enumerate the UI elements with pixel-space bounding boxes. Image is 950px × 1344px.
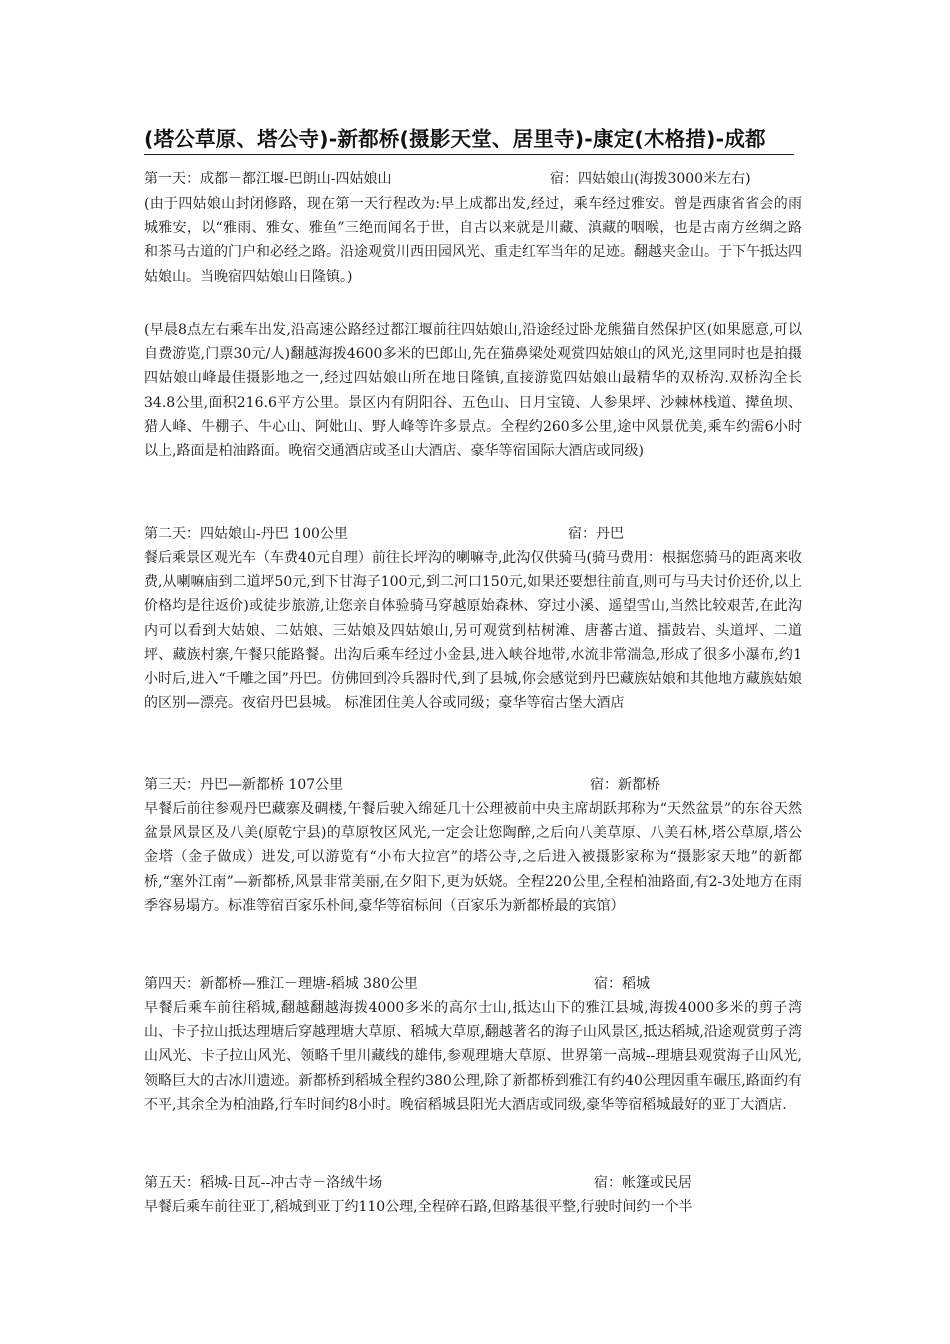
day-4-heading: 第四天：新都桥—雅江－理塘-稻城 380公里 <box>144 976 418 992</box>
day-5-header <box>144 1171 692 1195</box>
day-4-header <box>144 972 650 996</box>
day-2-heading: 第二天：四姑娘山-丹巴 100公里 <box>144 526 348 542</box>
day-3-lodging: 宿：新都桥 <box>590 777 660 793</box>
day-5-paragraph-1: 早餐后乘车前往亚丁,稻城到亚丁约110公理,全程碎石路,但路基很平整,行驶时间约一个半 <box>144 1199 693 1215</box>
day-1-paragraph-2: (早晨8点左右乘车出发,沿高速公路经过都江堰前往四姑娘山,沿途经过卧龙熊猫自然保护区(如果愿意,可以自费游览,门票30元/人)翻越海拨4600多米的巴郎山,先在猫鼻梁处观赏四姑娘山的风光,这里同时也是拍摄四姑娘山峰最佳摄影地之一,经过四姑娘山所在地日隆镇,直接游览四姑娘山最精华的双桥沟.双桥沟全长34.8公里,面积216.6平方公里。景区内有阴阳谷、五色山、日月宝镜、人参果坪、沙棘林栈道、撵鱼坝、猎人峰、牛棚子、牛心山、阿妣山、野人峰等许多景点。全程约260多公里,途中风景优美,乘车约需6小时以上,路面是柏油路面。晚宿交通酒店或圣山大酒店、豪华等宿国际大酒店或同级) <box>144 322 802 460</box>
page-title: (塔公草原、塔公寺)-新都桥(摄影天堂、居里寺)-康定(木格措)-成都 <box>144 127 766 151</box>
day-1-paragraph-1: (由于四姑娘山封闭修路，现在第一天行程改为:早上成都出发,经过，乘车经过雅安。曾是西康省省会的雨城雅安，以“雅雨、雅女、雅鱼”三绝而闻名于世，自古以来就是川藏、滇藏的咽喉，也是古南方丝绸之路和茶马古道的门户和必经之路。沿途观赏川西田园风光、重走红军当年的足迹。翻越夹金山。于下午抵达四姑娘山。当晚宿四姑娘山日隆镇。) <box>144 196 802 285</box>
day-5-heading: 第五天：稻城-日瓦--冲古寺－洛绒牛场 <box>144 1175 383 1191</box>
title-underline <box>144 154 794 155</box>
day-4-paragraph-1: 早餐后乘车前往稻城,翻越翻越海拨4000多米的高尔士山,抵达山下的雅江县城,海拨4000多米的剪子湾山、卡子拉山抵达理塘后穿越理塘大草原、稻城大草原,翻越著名的海子山风景区,抵达稻城,沿途观赏剪子湾山风光、卡子拉山风光、领略千里川藏线的雄伟,参观理塘大草原、世界第一高城--理塘县观赏海子山风光,领略巨大的古冰川遗迹。新都桥到稻城全程约380公理,除了新都桥到雅江有约40公理因重车碾压,路面约有不平,其余全为柏油路,行车时间约8小时。晚宿稻城县阳光大酒店或同级,豪华等宿稻城最好的亚丁大酒店. <box>144 1000 802 1113</box>
day-3-paragraph-1: 早餐后前往参观丹巴藏寨及碉楼,午餐后驶入绵延几十公理被前中央主席胡跃邦称为“天然盆景”的东谷天然盆景风景区及八美(原乾宁县)的草原牧区风光,一定会让您陶醉,之后向八美草原、八美石林,塔公草原,塔公金塔（金子做成）进发,可以游览有“小布大拉宫”的塔公寺,之后进入被摄影家称为“摄影家天地”的新都桥,“塞外江南”—新都桥,风景非常美丽,在夕阳下,更为妖娆。全程220公里,全程柏油路面,有2-3处地方在雨季容易塌方。标准等宿百家乐朴间,豪华等宿标间（百家乐为新都桥最的宾馆） <box>144 801 802 914</box>
day-3-header <box>144 773 660 797</box>
day-2-header <box>144 522 624 546</box>
day-2-lodging: 宿：丹巴 <box>568 526 624 542</box>
day-1-heading: 第一天：成都－都江堰-巴朗山-四姑娘山 <box>144 171 392 187</box>
day-3-heading: 第三天：丹巴—新都桥 107公里 <box>144 777 344 793</box>
day-5-lodging: 宿：帐篷或民居 <box>594 1175 692 1191</box>
day-1-lodging: 宿：四姑娘山(海拨3000米左右) <box>550 171 751 187</box>
day-1-header <box>144 167 751 191</box>
day-4-lodging: 宿：稻城 <box>594 976 650 992</box>
day-2-paragraph-1: 餐后乘景区观光车（车费40元自理）前往长坪沟的喇嘛寺,此沟仅供骑马(骑马费用：根据您骑马的距离来收费,从喇嘛庙到二道坪50元,到下甘海子100元,到二河口150元,如果还要想往前直,则可与马夫讨价还价,以上价格均是往返价)或徒步旅游,让您亲自体验骑马穿越原始森林、穿过小溪、遥望雪山,当然比较艰苦,在此沟内可以看到大姑娘、二姑娘、三姑娘及四姑娘山,另可观赏到枯树滩、唐蕃古道、擂鼓岩、头道坪、二道坪、藏族村寨,午餐只能路餐。出沟后乘车经过小金县,进入峡谷地带,水流非常湍急,形成了很多小瀑布,约1小时后,进入“千雕之国”丹巴。仿佛回到冷兵器时代,到了县城,你会感觉到丹巴藏族姑娘和其他地方藏族姑娘的区别—漂亮。夜宿丹巴县城。 标准团住美人谷或同级；豪华等宿古堡大酒店 <box>144 550 802 712</box>
